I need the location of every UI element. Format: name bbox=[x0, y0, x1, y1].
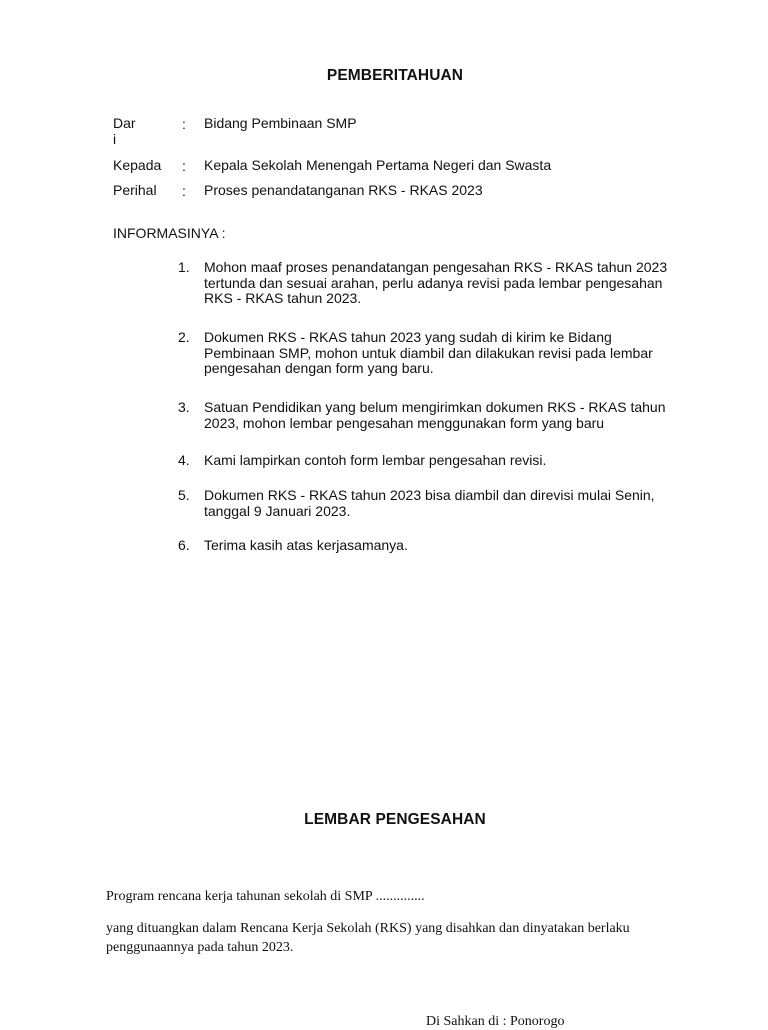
list-item-text: Kami lampirkan contoh form lembar pengesahan revisi. bbox=[204, 452, 547, 468]
from-label: Dar i bbox=[113, 115, 136, 147]
list-item-number: 4. bbox=[178, 452, 190, 468]
subject-label: Perihal bbox=[113, 182, 157, 198]
list-item-text: Mohon maaf proses penandatangan pengesahan RKS - RKAS tahun 2023 tertunda dan sesuai arahan, perlu adanya revisi pada lembar pengesahan RKS - RKAS tahun 2023. bbox=[204, 259, 668, 306]
from-value: Bidang Pembinaan SMP bbox=[204, 115, 357, 131]
list-item-number: 3. bbox=[178, 399, 190, 415]
subject-value: Proses penandatanganan RKS - RKAS 2023 bbox=[204, 182, 483, 198]
list-item-text: Dokumen RKS - RKAS tahun 2023 bisa diambil dan direvisi mulai Senin, tanggal 9 Januari 2023. bbox=[204, 487, 655, 519]
from-colon: : bbox=[182, 116, 186, 132]
list-item-text: Satuan Pendidikan yang belum mengirimkan dokumen RKS - RKAS tahun 2023, mohon lembar pengesahan menggunakan form yang baru bbox=[204, 399, 666, 431]
list-item-number: 6. bbox=[178, 537, 190, 553]
list-item-number: 5. bbox=[178, 487, 190, 503]
approval-location-line: Di Sahkan di : Ponorogo bbox=[426, 1014, 565, 1029]
to-label: Kepada bbox=[113, 157, 162, 173]
to-value: Kepala Sekolah Menengah Pertama Negeri dan Swasta bbox=[204, 157, 552, 173]
subject-colon: : bbox=[182, 183, 186, 199]
to-colon: : bbox=[182, 158, 186, 174]
approval-title: LEMBAR PENGESAHAN bbox=[304, 811, 486, 828]
info-label: INFORMASINYA : bbox=[113, 225, 226, 241]
list-item-number: 1. bbox=[178, 259, 190, 275]
approval-paragraph-2: yang dituangkan dalam Rencana Kerja Sekolah (RKS) yang disahkan dan dinyatakan berlaku penggunaannya pada tahun 2023. bbox=[106, 921, 630, 955]
list-item-text: Terima kasih atas kerjasamanya. bbox=[204, 537, 408, 553]
list-item-text: Dokumen RKS - RKAS tahun 2023 yang sudah di kirim ke Bidang Pembinaan SMP, mohon untuk diambil dan dilakukan revisi pada lembar pengesahan dengan form yang baru. bbox=[204, 329, 653, 376]
notice-title: PEMBERITAHUAN bbox=[326, 67, 464, 84]
approval-paragraph-1: Program rencana kerja tahunan sekolah di SMP .............. bbox=[106, 889, 425, 904]
list-item-number: 2. bbox=[178, 329, 190, 345]
